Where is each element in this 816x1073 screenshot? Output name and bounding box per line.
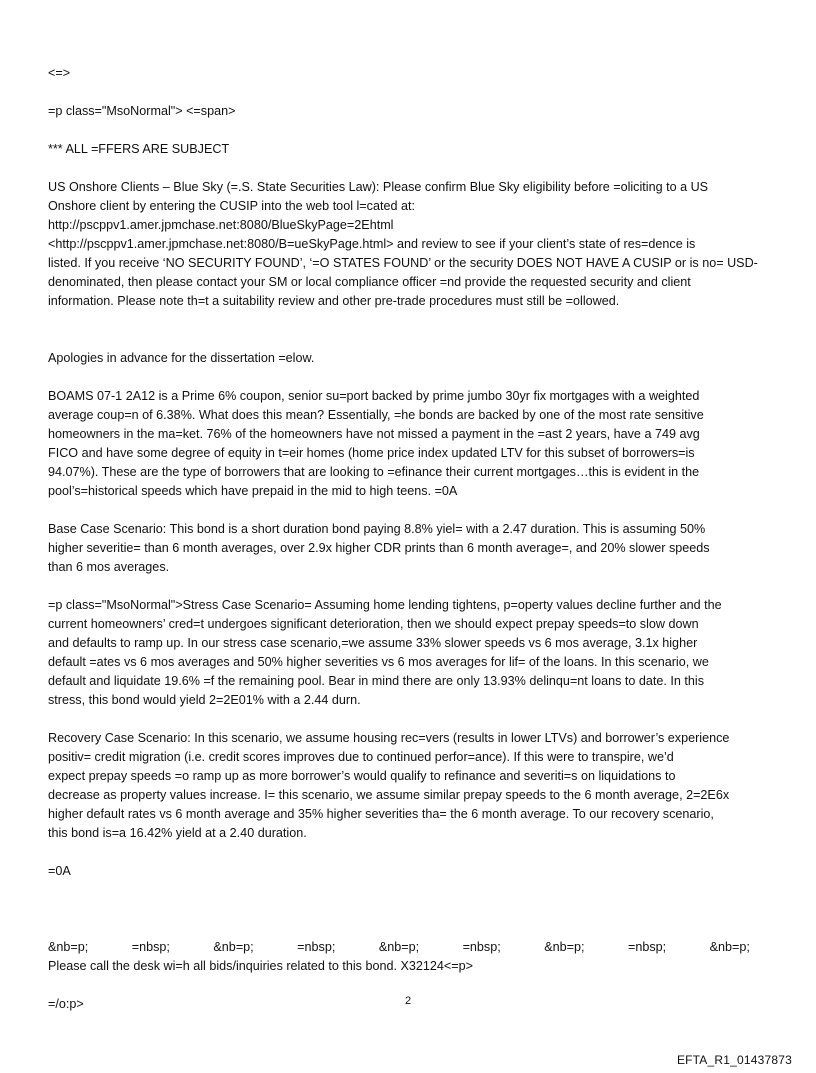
nbsp-token: &nb=p;: [709, 940, 750, 954]
call-desk-line: Please call the desk wi=h all bids/inquiries related to this bond. X32124<=p>: [48, 959, 473, 973]
nbsp-token: &nb=p;: [378, 940, 420, 954]
line-0a: =0A: [48, 864, 71, 878]
text-line: listed. If you receive ‘NO SECURITY FOUND’, ‘=O STATES FOUND’ or the security DOES NOT HAVE A CUSIP or is no= USD-: [48, 256, 758, 270]
text-line: decrease as property values increase. I= this scenario, we assume similar prepay speeds to the 6 month average, 2=2E6x: [48, 788, 730, 802]
text-line: Recovery Case Scenario: In this scenario, we assume housing rec=vers (results in lower LTVs) and borrower’s experience: [48, 731, 730, 745]
apologies-line: Apologies in advance for the dissertation =elow.: [48, 351, 315, 365]
text-line: higher default rates vs 6 month average and 35% higher severities tha= the 6 month average. To our recovery scenario,: [48, 807, 714, 821]
line-class: =p class="MsoNormal"> <=span>: [48, 104, 236, 118]
text-line: http://pscppv1.amer.jpmchase.net:8080/BlueSkyPage=2Ehtml: [48, 218, 394, 232]
text-line: default =ates vs 6 mos averages and 50% higher severities vs 6 mos averages for lif= of the loans. In this scenario, we: [48, 655, 709, 669]
text-line: 94.07%). These are the type of borrowers that are looking to =efinance their current mortgages…this is evident in the: [48, 465, 700, 479]
text-line: information. Please note th=t a suitability review and other pre-trade procedures must still be =ollowed.: [48, 294, 620, 308]
text-line: pool’s=historical speeds which have prepaid in the mid to high teens. =0A: [48, 484, 458, 498]
text-line: current homeowners’ cred=t undergoes significant deterioration, then we should expect prepay speeds=to slow down: [48, 617, 699, 631]
text-line: =p class="MsoNormal">Stress Case Scenario= Assuming home lending tightens, p=operty values decline further and the: [48, 598, 722, 612]
line-open: <=>: [48, 66, 71, 80]
page-number: 2: [404, 995, 412, 1007]
text-line: stress, this bond would yield 2=2E01% with a 2.44 durn.: [48, 693, 361, 707]
line-offers: *** ALL =FFERS ARE SUBJECT: [48, 142, 230, 156]
text-line: positiv= credit migration (i.e. credit scores improves due to continued perfor=ance). If this were to transpire, we’d: [48, 750, 674, 764]
nbsp-token: &nb=p;: [544, 940, 585, 954]
nbsp-token: &nb=p;: [213, 940, 254, 954]
text-line: default and liquidate 19.6% =f the remaining pool. Bear in mind there are only 13.93% delinqu=nt loans to date. In this: [48, 674, 705, 688]
bates-number: EFTA_R1_01437873: [676, 1053, 792, 1067]
email-body: [48, 64, 774, 1014]
nbsp-token: =nbsp;: [297, 940, 336, 954]
text-line: <http://pscppv1.amer.jpmchase.net:8080/B=ueSkyPage.html> and review to see if your client’s state of res=dence is: [48, 237, 696, 251]
nbsp-token: =nbsp;: [627, 940, 667, 954]
text-line: Base Case Scenario: This bond is a short duration bond paying 8.8% yiel= with a 2.47 duration. This is assuming 50%: [48, 522, 706, 536]
text-line: higher severitie= than 6 month averages, over 2.9x higher CDR prints than 6 month average=, and 20% slower speeds: [48, 541, 710, 555]
boams-paragraph: [48, 387, 774, 501]
text-line: average coup=n of 6.38%. What does this mean? Essentially, =he bonds are backed by one of the most rate sensitive: [48, 408, 704, 422]
line-close: =/o:p>: [48, 997, 84, 1011]
text-line: expect prepay speeds =o ramp up as more borrower’s would qualify to refinance and severiti=s on liquidations to: [48, 769, 676, 783]
text-line: and defaults to ramp up. In our stress case scenario,=we assume 33% slower speeds vs 6 mos average, 3.1x higher: [48, 636, 698, 650]
nbsp-row: [48, 938, 750, 957]
text-line: homeowners in the ma=ket. 76% of the homeowners have not missed a payment in the =ast 2 years, have a 749 avg: [48, 427, 700, 441]
text-line: FICO and have some degree of equity in t=eir homes (home price index updated LTV for this subset of borrowers=is: [48, 446, 695, 460]
blue-sky-paragraph: [48, 178, 774, 311]
stress-case-paragraph: [48, 596, 774, 710]
nbsp-token: &nb=p;: [48, 940, 89, 954]
text-line: Onshore client by entering the CUSIP into the web tool l=cated at:: [48, 199, 415, 213]
text-line: US Onshore Clients – Blue Sky (=.S. State Securities Law): Please confirm Blue Sky eligibility before =oliciting to a US: [48, 180, 709, 194]
text-line: than 6 mos averages.: [48, 560, 170, 574]
nbsp-token: =nbsp;: [131, 940, 170, 954]
text-line: this bond is=a 16.42% yield at a 2.40 duration.: [48, 826, 307, 840]
recovery-case-paragraph: [48, 729, 774, 843]
base-case-paragraph: [48, 520, 774, 577]
nbsp-token: =nbsp;: [462, 940, 501, 954]
text-line: denominated, then please contact your SM or local compliance officer =nd provide the requested security and client: [48, 275, 691, 289]
text-line: BOAMS 07-1 2A12 is a Prime 6% coupon, senior su=port backed by prime jumbo 30yr fix mortgages with a weighted: [48, 389, 700, 403]
